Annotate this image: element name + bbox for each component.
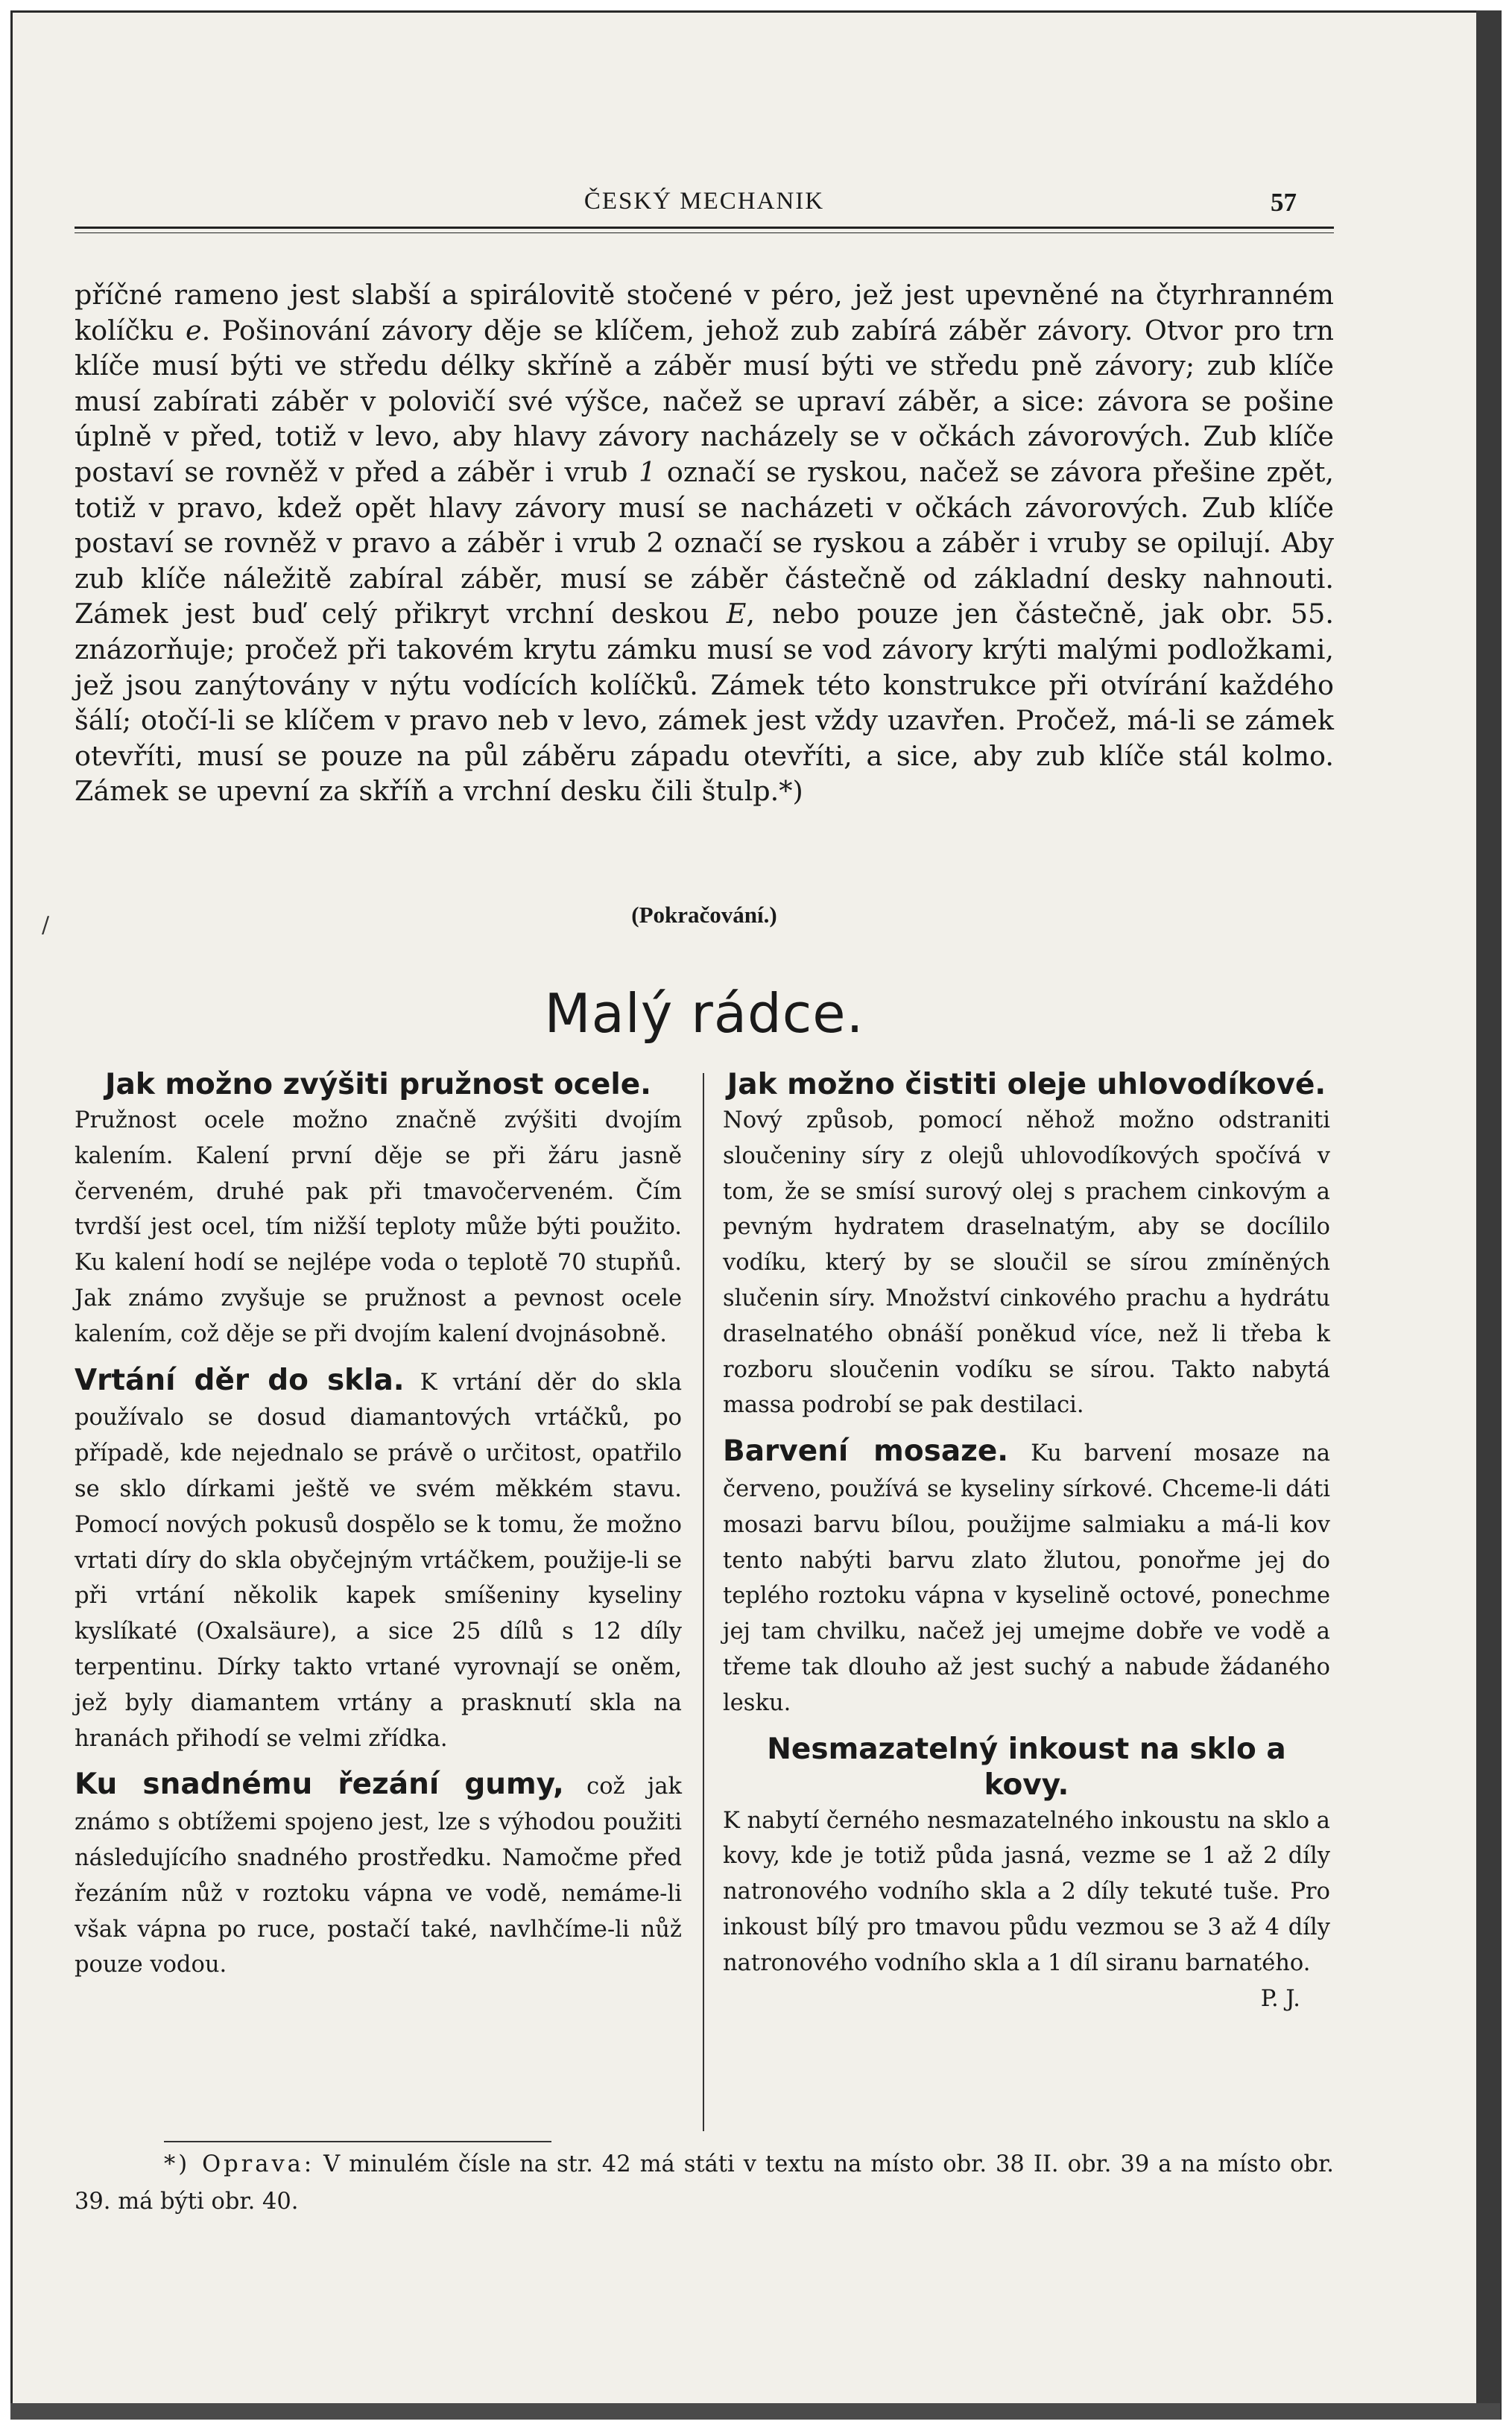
header-rule-thick <box>75 227 1334 229</box>
left-text-steel: Pružnost ocele možno značně zvýšiti dvojím kalením. Kalení první děje se při žáru jasně červeném, druhé pak při tmavočerveném. Čím tvrdší jest ocel, tím nižší teploty může býti použito. Ku kalení hodí se nejlépe voda o teplotě 70 stupňů. Jak známo zvyšuje se pružnost a pevnost ocele kalením, což děje se při dvojím kalení dvojnásobně. <box>75 1107 682 1347</box>
signature: P. J. <box>1260 1985 1300 2012</box>
column-divider <box>703 1073 704 2131</box>
right-paragraph-ink <box>723 1803 1330 2012</box>
intro-italic-3: E <box>726 598 747 630</box>
right-text-ink: K nabytí černého nesmazatelného inkoustu na sklo a kovy, kde je totiž půda jasná, vezme se 1 až 2 díly natronového vodního skla a 2 díly tekuté tuše. Pro inkoust bílý pro tmavou půdu vezmou se 3 až 4 díly natronového vodního skla a 1 díl siranu barnatého. <box>723 1807 1330 1976</box>
footnote-label: *) Oprava: <box>164 2151 315 2177</box>
left-paragraph-glass <box>75 1363 682 1757</box>
right-runin-brass: Barvení mosaze. <box>723 1434 1009 1469</box>
right-paragraph-brass <box>723 1434 1330 1721</box>
left-runin-rubber: Ku snadnému řezání gumy, <box>75 1768 564 1802</box>
intro-text-3: označí se ryskou, načež se závora přešine zpět, totiž v pravo, kdež opět hlavy závory musí se nacházeti v očkách závorových. Zub klíče postaví se rovněž v pravo a záběr i vrub 2 označí se ryskou a záběr i vruby se opilují. Aby zub klíče náležitě zabíral záběr, musí se záběr částečně od základní desky nahnouti. Zámek jest buď celý přikryt vrchní deskou <box>75 455 1334 630</box>
continued-article-text <box>75 277 1334 809</box>
header-rule-thin <box>75 232 1334 233</box>
left-column <box>75 1067 682 1983</box>
left-text-glass: K vrtání děr do skla používalo se dosud diamantových vrtáčků, po případě, kde nejednalo se právě o určitost, opatřilo se sklo dírkami ještě ve svém měkkém stavu. Pomocí nových pokusů dospělo se k tomu, že možno vrtati díry do skla obyčejným vrtáčkem, použije-li se při vrtání několik kapek smíšeniny kyseliny kyslíkaté (Oxalsäure), a sice 25 dílů s 12 díly terpentinu. Dírky takto vrtané vyrovnají se oněm, jež byly diamantem vrtány a prasknutí skla na hranách přihodí se velmi zřídka. <box>75 1369 682 1752</box>
left-paragraph-rubber <box>75 1767 682 1983</box>
continuation-note: (Pokračování.) <box>631 902 777 928</box>
intro-italic-1: e <box>186 314 202 347</box>
margin-mark: / <box>42 912 50 938</box>
page-number: 57 <box>1271 188 1297 217</box>
running-title: ČESKÝ MECHANIK <box>583 188 825 215</box>
right-column <box>723 1067 1330 2016</box>
left-text-rubber: což jak známo s obtížemi spojeno jest, lze s výhodou použiti následujícího snadného prostředku. Namočme před řezáním nůž v roztoku vápna ve vodě, nemáme-li však vápna po ruce, postačí také, navlhčíme-li nůž pouze vodou. <box>75 1774 682 1978</box>
right-heading-oils: Jak možno čistiti oleje uhlovodíkové. <box>727 1068 1326 1101</box>
left-runin-glass: Vrtání děr do skla. <box>75 1363 405 1397</box>
left-heading-steel: Jak možno zvýšiti pružnost ocele. <box>105 1068 651 1101</box>
scan-edge-right <box>1476 10 1502 2420</box>
right-text-brass: Ku barvení mosaze na červeno, používá se kyseliny sírkové. Chceme-li dáti mosazi barvu bílou, použijme salmiaku a má-li kov tento nabýti barvu zlato žlutou, ponořme jej do teplého roztoku vápna v kyselině octové, ponechme jej tam chvilku, načež jej umejme dobře ve vodě a třeme tak dlouho až jest suchý a nabude žádaného lesku. <box>723 1440 1330 1716</box>
page-header <box>75 188 1334 232</box>
footnote-text: V minulém čísle na str. 42 má státi v textu na místo obr. 38 II. obr. 39 a na místo obr. 39. má býti obr. 40. <box>75 2151 1334 2215</box>
intro-italic-2: 1 <box>639 455 657 488</box>
section-title: Malý rádce. <box>544 982 864 1045</box>
intro-text-2: . Pošinování závory děje se klíčem, jehož zub zabírá záběr závory. Otvor pro trn klíče musí býti ve středu délky skříně a záběr musí býti ve středu pně závory; zub klíče musí zabírati záběr v polovičí své výšce, načež se upraví záběr, a sice: závora se pošine úplně v před, totiž v levo, aby hlavy závory nacházely se v očkách závorových. Zub klíče postaví se rovněž v před a záběr i vrub <box>75 314 1335 488</box>
right-text-oils: Nový způsob, pomocí něhož možno odstraniti sloučeniny síry z olejů uhlovodíkových spočívá v tom, že se smísí surový olej s prachem cinkovým a pevným hydratem draselnatým, aby se docílilo vodíku, který by se sloučil se sírou zmíněných slučenin síry. Množství cinkového prachu a hydrátu draselnatého obnáší poněkud více, než li třeba k rozboru sloučenin vodíku se sírou. Takto nabytá massa podrobí se pak destilaci. <box>723 1107 1330 1419</box>
right-heading-ink: Nesmazatelný inkoust na sklo a kovy. <box>767 1732 1286 1802</box>
footnote-rule <box>164 2141 551 2142</box>
intro-text-4: , nebo pouze jen částečně, jak obr. 55. znázorňuje; pročež při takovém krytu zámku musí se vod závory krýti malými podložkami, jež jsou zanýtovány v nýtu vodících kolíčků. Zámek této konstrukce při otvírání každého šálí; otočí-li se klíčem v pravo neb v levo, zámek jest vždy uzavřen. Pročež, má-li se zámek otevříti, musí se pouze na půl záběru západu otevříti, a sice, aby zub klíče stál kolmo. Zámek se upevní za skříň a vrchní desku čili štulp.*) <box>75 598 1334 808</box>
scan-edge-bottom <box>10 2403 1500 2420</box>
footnote <box>75 2146 1334 2221</box>
intro-text-1: příčné rameno jest slabší a spirálovitě stočené v péro, jež jest upevněné na čtyrhranném kolíčku <box>75 279 1334 347</box>
